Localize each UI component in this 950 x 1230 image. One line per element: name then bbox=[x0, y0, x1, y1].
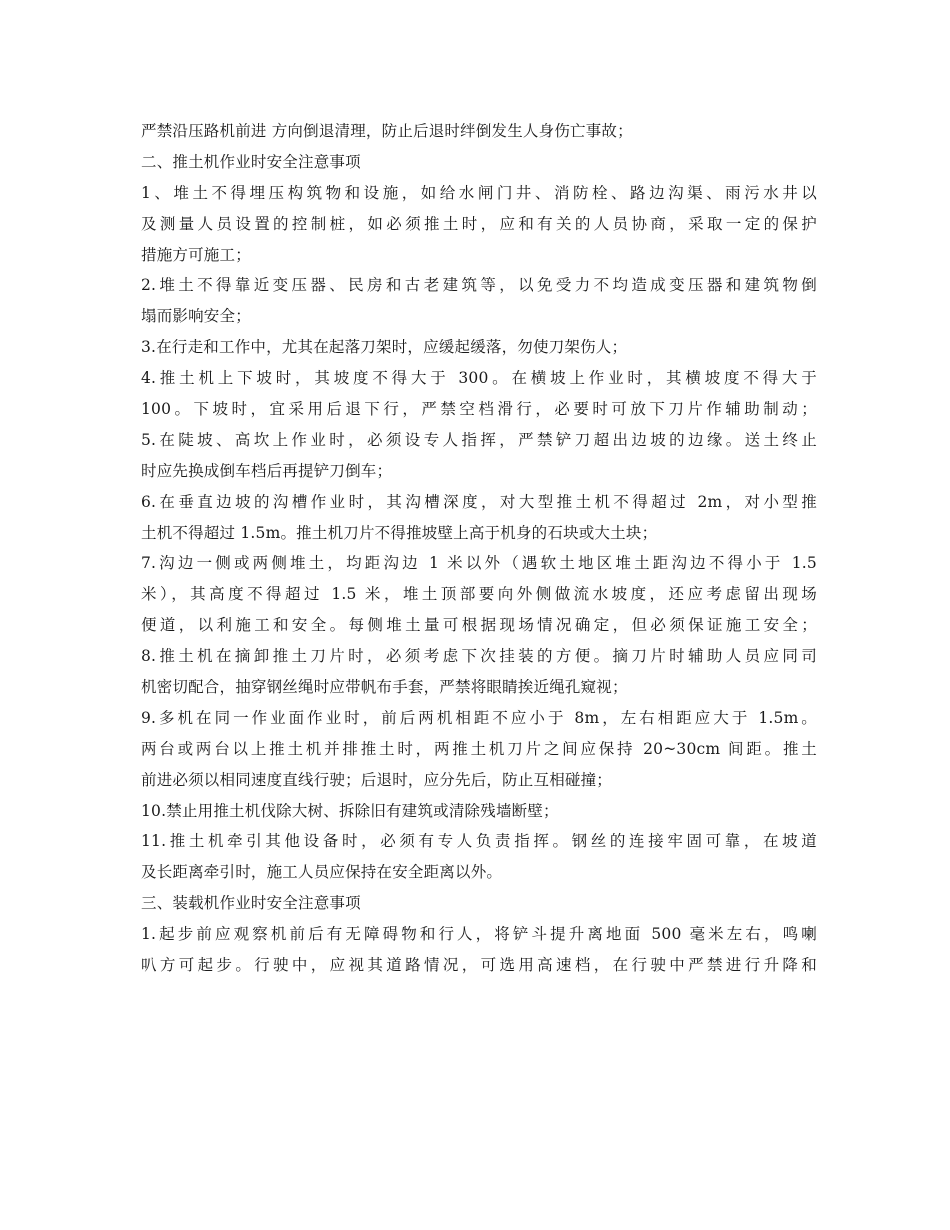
text-line: 11.推土机牵引其他设备时，必须有专人负责指挥。钢丝的连接牢固可靠，在坡道 bbox=[141, 832, 817, 851]
text-line: 1、堆土不得埋压构筑物和设施，如给水闸门井、消防栓、路边沟渠、雨污水井以 bbox=[141, 183, 817, 202]
text-line: 10.禁止用推土机伐除大树、拆除旧有建筑或清除残墙断壁； bbox=[141, 801, 559, 820]
text-line: 100。下坡时，宜采用后退下行，严禁空档滑行，必要时可放下刀片作辅助制动； bbox=[141, 400, 817, 419]
text-line: 便道，以利施工和安全。每侧堆土量可根据现场情况确定，但必须保证施工安全； bbox=[141, 616, 817, 635]
text-line: 2.堆土不得靠近变压器、民房和古老建筑等，以免受力不均造成变压器和建筑物倒 bbox=[141, 276, 817, 295]
text-line: 塌而影响安全； bbox=[141, 307, 251, 326]
text-line: 9.多机在同一作业面作业时，前后两机相距不应小于 8m，左右相距应大于 1.5m。 bbox=[141, 708, 817, 727]
text-line: 严禁沿压路机前进 方向倒退清理，防止后退时绊倒发生人身伤亡事故； bbox=[141, 122, 633, 140]
text-line: 机密切配合，抽穿钢丝绳时应带帆布手套，严禁将眼睛挨近绳孔窥视； bbox=[141, 678, 628, 697]
document-body bbox=[141, 116, 817, 981]
text-line: 3.在行走和工作中，尤其在起落刀架时，应缓起缓落，勿使刀架伤人； bbox=[141, 338, 628, 357]
text-line: 及长距离牵引时，施工人员应保持在安全距离以外。 bbox=[141, 863, 503, 882]
text-line: 7.沟边一侧或两侧堆土，均距沟边 1 米以外（遇软土地区堆土距沟边不得小于 1.5 bbox=[141, 554, 817, 573]
text-line: 米），其高度不得超过 1.5 米，堆土顶部要向外侧做流水坡度，还应考虑留出现场 bbox=[141, 585, 817, 604]
text-line: 叭方可起步。行驶中，应视其道路情况，可选用高速档，在行驶中严禁进行升降和 bbox=[141, 956, 817, 975]
section-heading: 二、推土机作业时安全注意事项 bbox=[141, 152, 361, 171]
text-line: 4.推土机上下坡时，其坡度不得大于 300。在横坡上作业时，其横坡度不得大于 bbox=[141, 369, 817, 388]
text-line: 措施方可施工； bbox=[141, 245, 251, 264]
text-line: 8.推土机在摘卸推土刀片时，必须考虑下次挂装的方便。摘刀片时辅助人员应同司 bbox=[141, 647, 817, 666]
text-line: 5.在陡坡、高坎上作业时，必须设专人指挥，严禁铲刀超出边坡的边缘。送土终止 bbox=[141, 430, 817, 449]
section-heading: 三、装载机作业时安全注意事项 bbox=[141, 894, 361, 913]
text-line: 两台或两台以上推土机并排推土时，两推土机刀片之间应保持 20~30cm 间距。推土 bbox=[141, 739, 817, 758]
text-line: 1.起步前应观察机前后有无障碍物和行人，将铲斗提升离地面 500 毫米左右，鸣喇 bbox=[141, 925, 817, 944]
text-line: 土机不得超过 1.5m。推土机刀片不得推坡壁上高于机身的石块或大土块； bbox=[141, 523, 658, 542]
text-line: 前进必须以相同速度直线行驶；后退时，应分先后，防止互相碰撞； bbox=[141, 770, 613, 789]
text-line: 6.在垂直边坡的沟槽作业时，其沟槽深度，对大型推土机不得超过 2m，对小型推 bbox=[141, 492, 817, 511]
text-line: 时应先换成倒车档后再提铲刀倒车； bbox=[141, 461, 393, 480]
text-line: 及测量人员设置的控制桩，如必须推土时，应和有关的人员协商，采取一定的保护 bbox=[141, 214, 817, 233]
